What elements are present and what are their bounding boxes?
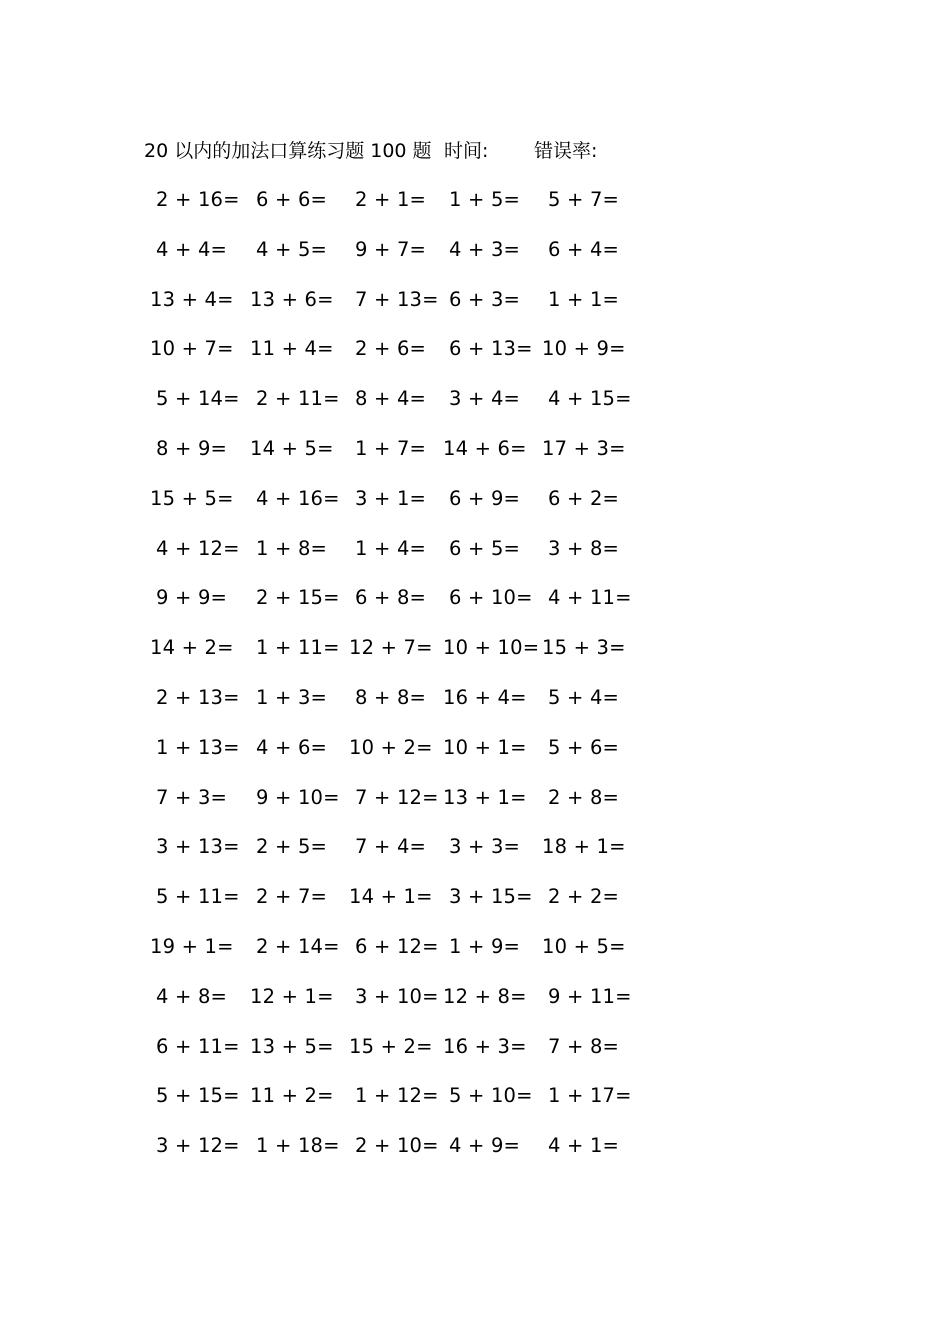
problem-item: 1 + 11= <box>256 636 340 660</box>
problem-item: 5 + 14= <box>156 387 240 411</box>
problem-item: 1 + 4= <box>355 536 427 560</box>
problem-item: 1 + 18= <box>256 1134 340 1158</box>
problem-item: 2 + 16= <box>156 188 240 211</box>
problem-item: 8 + 9= <box>156 437 228 460</box>
problem-item: 2 + 10= <box>355 1134 439 1158</box>
problem-item: 9 + 10= <box>256 785 340 809</box>
problem-item: 11 + 4= <box>250 337 334 361</box>
problem-item: 9 + 9= <box>156 586 228 610</box>
problem-item: 10 + 2= <box>349 735 433 759</box>
problem-item: 10 + 7= <box>150 337 234 361</box>
problem-item: 1 + 1= <box>548 287 620 311</box>
problem-item: 10 + 5= <box>542 935 626 958</box>
problem-item: 3 + 1= <box>355 486 427 510</box>
problem-item: 1 + 5= <box>449 188 521 211</box>
problem-item: 15 + 5= <box>150 486 234 510</box>
problem-item: 4 + 1= <box>548 1134 620 1158</box>
problem-item: 9 + 7= <box>355 237 427 261</box>
problem-item: 10 + 10= <box>443 636 540 660</box>
problem-item: 4 + 15= <box>548 387 632 411</box>
problem-item: 9 + 11= <box>548 984 632 1008</box>
problem-item: 5 + 6= <box>548 735 620 759</box>
problem-item: 8 + 8= <box>355 686 427 709</box>
problem-item: 4 + 5= <box>256 237 328 261</box>
problem-item: 13 + 5= <box>250 1034 334 1058</box>
problem-item: 17 + 3= <box>542 437 626 460</box>
problem-item: 5 + 7= <box>548 188 620 211</box>
problem-item: 12 + 7= <box>349 636 433 660</box>
problem-item: 7 + 3= <box>156 785 228 809</box>
problem-item: 4 + 9= <box>449 1134 521 1158</box>
problem-item: 14 + 2= <box>150 636 234 660</box>
problem-item: 7 + 4= <box>355 835 427 859</box>
problem-item: 2 + 1= <box>355 188 427 211</box>
problem-item: 18 + 1= <box>542 835 626 859</box>
problem-item: 4 + 4= <box>156 237 228 261</box>
problem-item: 15 + 2= <box>349 1034 433 1058</box>
problem-item: 1 + 13= <box>156 735 240 759</box>
problem-item: 2 + 8= <box>548 785 620 809</box>
problem-item: 19 + 1= <box>150 935 234 958</box>
problem-item: 1 + 8= <box>256 536 328 560</box>
time-label: 时间: <box>444 140 489 162</box>
problem-item: 5 + 15= <box>156 1084 240 1108</box>
problem-item: 5 + 10= <box>449 1084 533 1108</box>
problem-item: 2 + 15= <box>256 586 340 610</box>
problem-item: 2 + 6= <box>355 337 427 361</box>
problem-item: 2 + 14= <box>256 935 340 958</box>
problem-item: 6 + 6= <box>256 188 328 211</box>
worksheet-title: 20 以内的加法口算练习题 100 题 <box>144 140 432 162</box>
problem-item: 1 + 3= <box>256 686 328 709</box>
problem-item: 3 + 4= <box>449 387 521 411</box>
problem-item: 3 + 10= <box>355 984 439 1008</box>
problem-item: 2 + 2= <box>548 885 620 909</box>
problem-item: 6 + 11= <box>156 1034 240 1058</box>
problem-item: 4 + 6= <box>256 735 328 759</box>
worksheet-header <box>144 136 598 166</box>
problem-item: 2 + 11= <box>256 387 340 411</box>
problem-item: 4 + 11= <box>548 586 632 610</box>
problem-item: 3 + 8= <box>548 536 620 560</box>
problem-item: 8 + 4= <box>355 387 427 411</box>
problem-item: 3 + 3= <box>449 835 521 859</box>
problem-item: 1 + 17= <box>548 1084 632 1108</box>
problem-item: 12 + 8= <box>443 984 527 1008</box>
problem-item: 14 + 1= <box>349 885 433 909</box>
problem-item: 13 + 1= <box>443 785 527 809</box>
problem-item: 2 + 13= <box>156 686 240 709</box>
problem-item: 6 + 4= <box>548 237 620 261</box>
problem-item: 5 + 4= <box>548 686 620 709</box>
problem-item: 4 + 12= <box>156 536 240 560</box>
problem-item: 10 + 1= <box>443 735 527 759</box>
problem-item: 16 + 3= <box>443 1034 527 1058</box>
problem-item: 14 + 6= <box>443 437 527 460</box>
problem-item: 14 + 5= <box>250 437 334 460</box>
problem-item: 12 + 1= <box>250 984 334 1008</box>
problem-item: 3 + 15= <box>449 885 533 909</box>
error-rate-label: 错误率: <box>534 140 598 162</box>
problem-item: 4 + 8= <box>156 984 228 1008</box>
problem-item: 2 + 7= <box>256 885 328 909</box>
problem-item: 7 + 13= <box>355 287 439 311</box>
problem-item: 3 + 12= <box>156 1134 240 1158</box>
problem-item: 7 + 12= <box>355 785 439 809</box>
problem-item: 1 + 9= <box>449 935 521 958</box>
problem-item: 5 + 11= <box>156 885 240 909</box>
problem-item: 3 + 13= <box>156 835 240 859</box>
problem-item: 4 + 16= <box>256 486 340 510</box>
problem-item: 7 + 8= <box>548 1034 620 1058</box>
problem-item: 13 + 4= <box>150 287 234 311</box>
problem-item: 6 + 13= <box>449 337 533 361</box>
problem-item: 6 + 5= <box>449 536 521 560</box>
problem-item: 11 + 2= <box>250 1084 334 1108</box>
problem-item: 4 + 3= <box>449 237 521 261</box>
problem-item: 13 + 6= <box>250 287 334 311</box>
problem-item: 6 + 12= <box>355 935 439 958</box>
problem-item: 1 + 12= <box>355 1084 439 1108</box>
problem-item: 6 + 3= <box>449 287 521 311</box>
problem-item: 15 + 3= <box>542 636 626 660</box>
problem-item: 1 + 7= <box>355 437 427 460</box>
problem-item: 6 + 8= <box>355 586 427 610</box>
problem-item: 6 + 10= <box>449 586 533 610</box>
problem-item: 6 + 2= <box>548 486 620 510</box>
problem-item: 16 + 4= <box>443 686 527 709</box>
problem-item: 2 + 5= <box>256 835 328 859</box>
problem-item: 10 + 9= <box>542 337 626 361</box>
problem-item: 6 + 9= <box>449 486 521 510</box>
